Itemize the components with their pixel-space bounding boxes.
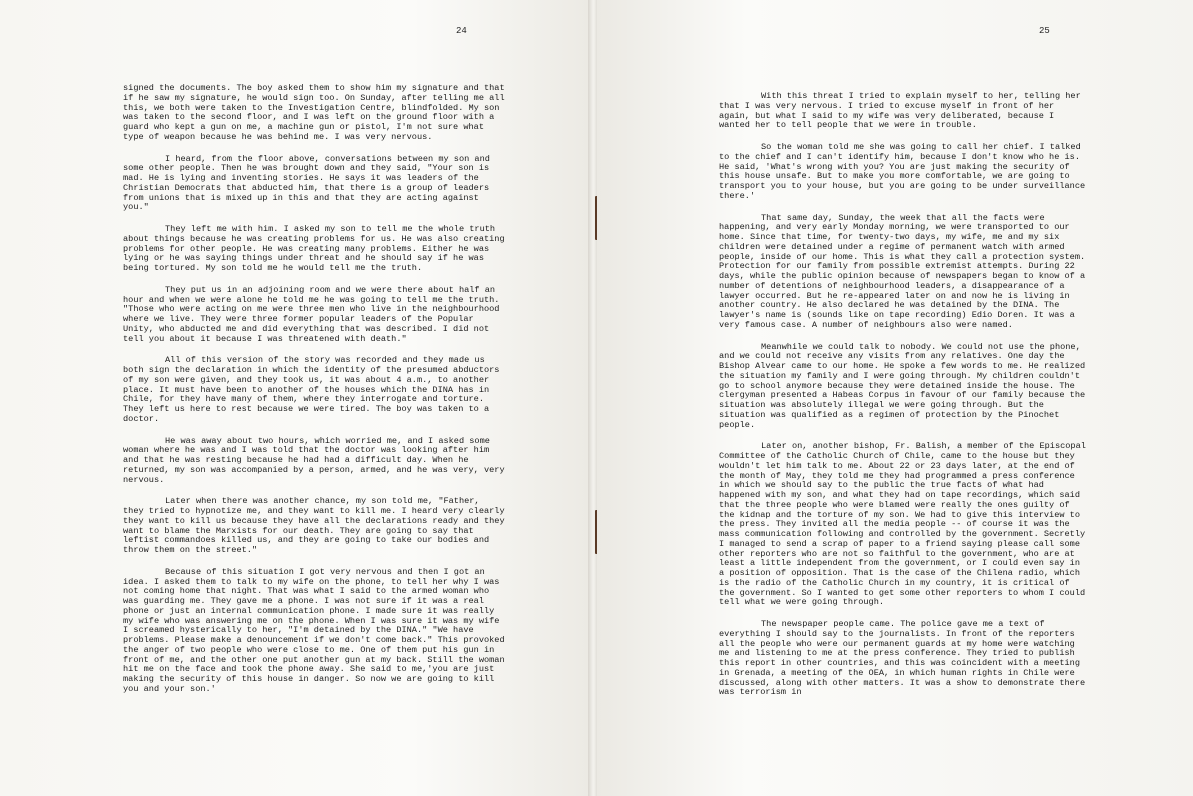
page-number: 25 <box>1039 26 1050 36</box>
paragraph: With this threat I tried to explain myself to her, telling her that I was very nervous. I tried to excuse myself in front of her again, but what I said to my wife was very deliberated, because I wanted her to tell people that we were in trouble. <box>719 91 1081 131</box>
paragraph: They put us in an adjoining room and we were there about half an hour and when we were alone he told me he was going to tell me the truth. "Those who were acting on me were three men who live in the neighbourhood where we live. They were three former popular leaders of the Popular Unity, who abducted me and did everything that was described. I did not tell you about it because I was threatened with death." <box>123 284 500 344</box>
page-body <box>719 92 1089 710</box>
paragraph: They left me with him. I asked my son to tell me the whole truth about things because he was creating problems for us. He was also creating problems for other people. He was creating many problems. Either he was lying or he was saying things under threat and he should say if he was being tortured. My son told me he would tell me the truth. <box>123 224 505 273</box>
page-body <box>123 84 505 707</box>
paragraph: That same day, Sunday, the week that all the facts were happening, and very early Monday morning, we were transported to our home. Since that time, for twenty-two days, my wife, me and my six children were detained under a regime of permanent watch with armed people, inside of our home. This is what they call a protection system. Protection for our family from possible extremist attempts. During 22 days, while the public opinion because of newspapers began to know of a number of detentions of neighbourhood leaders, a disappearance of a lawyer occurred. But he re-appeared later on and now he is living in another country. He also declared he was detained by the DINA. The lawyer's name is (sounds like on tape recording) Edio Doren. It was a very famous case. A number of neighbours also were named. <box>719 212 1086 330</box>
paragraph: I heard, from the floor above, conversations between my son and some other people. Then he was brought down and they said, "Your son is mad. He is lying and inventing stories. He says it was leaders of the Christian Democrats that abducted him, that there is a group of leaders from unions that is mixed up in this and that they are acting against you." <box>123 153 490 213</box>
paragraph: Later when there was another chance, my son told me, "Father, they tried to hypnotize me, and they want to kill me. I heard very clearly they want to kill us because they have all the declarations ready and they want to blame the Marxists for our death. They are going to say that leftist commandoes killed us, and they are going to take our bodies and throw them on the street." <box>123 496 505 555</box>
right-page <box>597 0 1193 796</box>
paragraph: So the woman told me she was going to call her chief. I talked to the chief and I can't identify him, because I don't know who he is. He said, 'What's wrong with you? You are just making the security of this house unsafe. But to make you more comfortable, we are going to transport you to your house, but you are going to be under surveillance there.' <box>719 142 1086 201</box>
paragraph: The newspaper people came. The police gave me a text of everything I should say to the journalists. In front of the reporters all the people who were our permanent guards at my home were watching me and listening to me at the press conference. They tried to publish this report in other countries, and this was coincident with a meeting in Grenada, a meeting of the OEA, in which human rights in Chile were discussed, along with other matters. It was a show to demonstrate there was terrorism in <box>719 619 1086 698</box>
paragraph: Meanwhile we could talk to nobody. We could not use the phone, and we could not receive any visits from any relatives. One day the Bishop Alvear came to our home. He spoke a few words to me. He realized the situation my family and I were going through. My children couldn't go to school anymore because they were detained inside the house. The clergyman presented a Habeas Corpus in favour of our family because the situation was absolutely illegal we were going through. But the situation was qualified as a regimen of protection by the Pinochet people. <box>719 341 1086 430</box>
page-number: 24 <box>456 26 467 36</box>
left-page <box>0 0 590 796</box>
paragraph: Later on, another bishop, Fr. Balish, a member of the Episcopal Committee of the Catholic Church of Chile, came to the house but they wouldn't let him talk to me. About 22 or 23 days later, at the end of the month of May, they told me they had programmed a press conference in which we should say to the public the true facts of what had happened with my son, and what they had on tape recordings, which said that the three people who were blamed were really the ones guilty of the kidnap and the torture of my son. We had to give this interview to the press. They invited all the media people -- of course it was the mass communication following and controlled by the government. Secretly I managed to send a scrap of paper to a friend saying please call some other reporters who are not so faithful to the government, who are at least a little independent from the government, or I could even say in a position of opposition. That is the case of the Chilena radio, which is the radio of the Catholic Church in my country, it is critical of the government. So I wanted to get some other reporters to whom I could tell what we were going through. <box>719 441 1086 608</box>
paragraph: Because of this situation I got very nervous and then I got an idea. I asked them to talk to my wife on the phone, to tell her why I was not coming home that night. That was what I said to the armed woman who was guarding me. They gave me a phone. I was not sure if it was a real phone or just an internal communication phone. I made sure it was really my wife who was answering me on the phone. When I was sure it was my wife I screamed hysterically to her, "I'm detained by the DINA." "We have problems. Please make a denouncement if we don't come back." This provoked the anger of two people who were close to me. One of them put his gun in front of me, and the other one put another gun at my back. Still the woman hit me on the face and took the phone away. She said to me,'you are just making the security of this house in danger. So now we are going to kill you and your son.' <box>123 566 505 694</box>
paragraph: He was away about two hours, which worried me, and I asked some woman where he was and I was told that the doctor was looking after him and that he was resting because he had had a difficult day. When he returned, my son was accompanied by a person, armed, and he was very, very nervous. <box>123 435 505 485</box>
paragraph: signed the documents. The boy asked them to show him my signature and that if he saw my signature, he would sign too. On Sunday, after telling me all this, we both were taken to the Investigation Centre, blindfolded. My son was taken to the second floor, and I was left on the ground floor with a guard who kept a gun on me, a machine gun or pistol, I'm not sure what type of weapon because he was behind me. I was very nervous. <box>123 83 505 142</box>
paragraph: All of this version of the story was recorded and they made us both sign the declaration in which the identity of the presumed abductors of my son were given, and they took us, it was about 4 a.m., to another place. It must have been to another of the houses which the DINA has in Chile, for they have many of them, where they interrogate and torture. They left us here to rest because we were tired. The boy was taken to a doctor. <box>123 355 500 424</box>
